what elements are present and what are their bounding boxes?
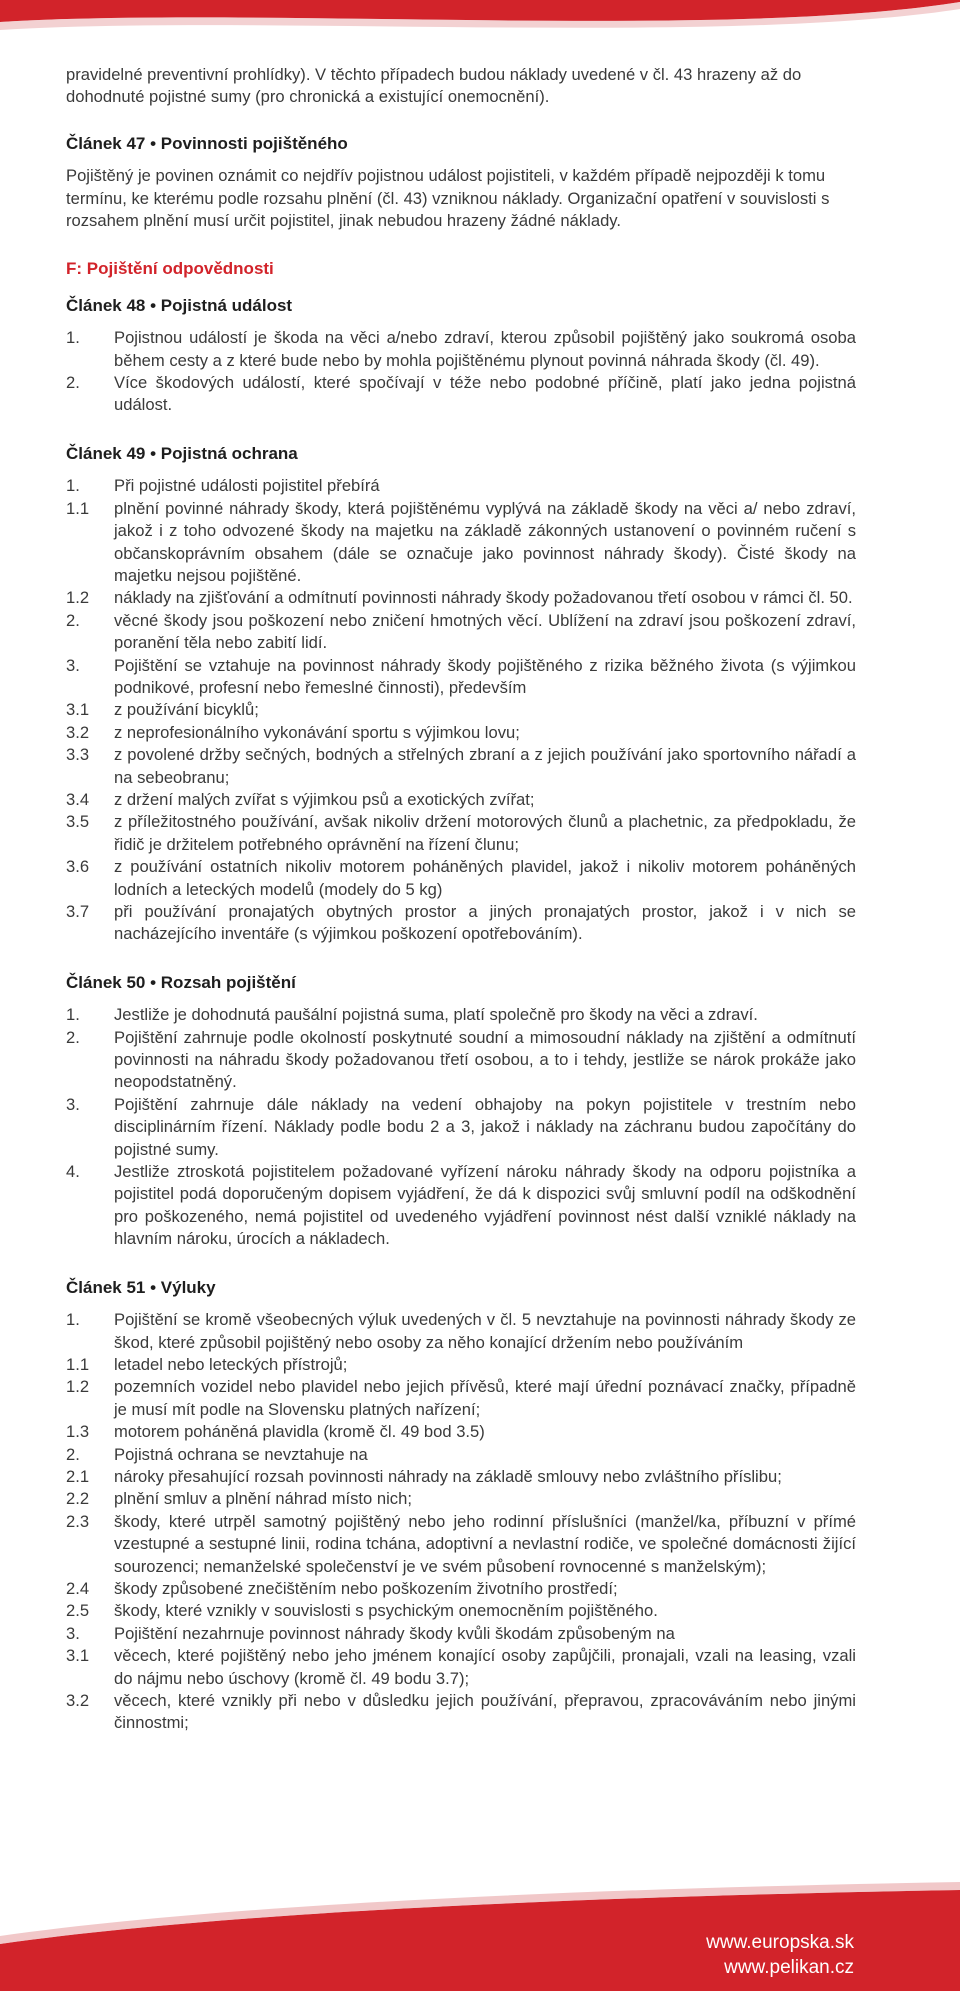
item-number: 3. — [66, 1623, 80, 1643]
item-text: věcné škody jsou poškození nebo zničení hmotných věcí. Ublížení na zdraví jsou poškození zdraví, poranění těla nebo zabití lidí. — [114, 610, 856, 653]
list-item — [66, 327, 856, 372]
list-item — [66, 1027, 856, 1094]
article-50-list — [66, 1004, 856, 1250]
item-text: Jestliže ztroskotá pojistitelem požadované vyřízení nároku náhrady škody na odporu pojistníka a pojistitel podá doporučeným dopisem vyjádření, že dá k dispozici svůj smluvní podíl na odškodnění pro poškozeného, nemá pojistitel od uvedeného vyjádření povinnost nést další vzniklé náklady na hlavním nároku, úrocích a nákladech. — [114, 1162, 856, 1249]
top-red-wave — [0, 0, 960, 60]
item-text: Pojistná ochrana se nevztahuje na — [114, 1444, 368, 1464]
item-text: Pojištění se vztahuje na povinnost náhrady škody pojištěného z rizika běžného života (s výjimkou podnikové, profesní nebo řemeslné činnosti), především — [114, 655, 856, 697]
list-item — [66, 1354, 856, 1376]
item-number: 1. — [66, 1310, 80, 1330]
item-number: 2. — [66, 610, 80, 630]
item-number: 2. — [66, 1027, 80, 1047]
item-number: 2.3 — [66, 1511, 90, 1531]
article-51-heading: Článek 51 • Výluky — [66, 1277, 216, 1297]
europska-website-link[interactable]: www.europska.sk — [706, 1932, 854, 1953]
item-text: motorem poháněná plavidla (kromě čl. 49 bod 3.5) — [114, 1422, 485, 1442]
item-number: 3.2 — [66, 722, 90, 742]
item-text: Pojištění nezahrnuje povinnost náhrady škody kvůli škodám způsobeným na — [114, 1623, 675, 1643]
item-text: z neprofesionálního vykonávání sportu s výjimkou lovu; — [114, 722, 520, 742]
item-text: škody, které vznikly v souvislosti s psychickým onemocněním pojištěného. — [114, 1601, 658, 1621]
item-number: 2.2 — [66, 1489, 90, 1509]
item-number: 3.3 — [66, 745, 90, 765]
item-number: 3.1 — [66, 700, 90, 720]
section-f-heading: F: Pojištění odpovědnosti — [66, 259, 274, 279]
item-number: 1.1 — [66, 498, 90, 518]
list-item — [66, 587, 856, 609]
list-item — [66, 1421, 856, 1443]
item-number: 3.4 — [66, 789, 90, 809]
article-48-heading: Článek 48 • Pojistná událost — [66, 295, 293, 315]
item-number: 1. — [66, 476, 80, 496]
item-text: plnění smluv a plnění náhrad místo nich; — [114, 1489, 412, 1509]
list-item — [66, 699, 856, 721]
item-text: Pojištění se kromě všeobecných výluk uvedených v čl. 5 nevztahuje na povinnosti náhrady škody ze škod, které způsobil pojištěný nebo osoby za něho konající držením nebo používáním — [114, 1310, 856, 1352]
footer-links — [706, 1930, 854, 1980]
item-text: věcech, které pojištěný nebo jeho jménem konající osoby zapůjčili, pronajali, vzali na leasing, vzali do nájmu nebo úschovy (kromě čl. 49 bodu 3.7); — [114, 1646, 856, 1688]
item-number: 2.4 — [66, 1578, 90, 1598]
item-number: 1.3 — [66, 1422, 90, 1442]
item-text: z držení malých zvířat s výjimkou psů a exotických zvířat; — [114, 789, 535, 809]
item-text: letadel nebo leteckých přístrojů; — [114, 1354, 348, 1374]
article-47-text: Pojištěný je povinen oznámit co nejdřív pojistnou událost pojistiteli, v každém případě nejpozději k tomu termínu, ke kterému podle rozsahu plnění (čl. 43) vzniknou náklady. Organizační opatření v souvislosti s rozsahem plnění musí určit pojistitel, jinak nebudou hrazeny žádné náklady. — [66, 166, 830, 231]
pelikan-website-link[interactable]: www.pelikan.cz — [724, 1957, 854, 1978]
item-text: z příležitostného používání, avšak nikoliv držení motorových člunů a plachetnic, za předpokladu, že řidič je držitelem potřebného oprávnění na řízení člunu; — [114, 812, 856, 854]
item-number: 2. — [66, 373, 80, 393]
list-item — [66, 1511, 856, 1578]
list-item — [66, 901, 856, 946]
item-text: Při pojistné události pojistitel přebírá — [114, 476, 380, 496]
item-number: 2.5 — [66, 1601, 90, 1621]
item-text: Pojištění zahrnuje podle okolností poskytnuté soudní a mimosoudní náklady na zjištění a odmítnutí povinnosti na náhradu škody požadovanou třetí osobou, a to i tehdy, jestliže se nárok prokáže jako neopodstatněný. — [114, 1027, 856, 1092]
list-item — [66, 1004, 856, 1026]
item-number: 1. — [66, 1005, 80, 1025]
item-text: náklady na zjišťování a odmítnutí povinnosti náhrady škody požadovanou třetí osobou v rámci čl. 50. — [114, 588, 853, 608]
item-number: 1.2 — [66, 1377, 90, 1397]
article-51-list — [66, 1309, 856, 1735]
list-item — [66, 856, 856, 901]
list-item — [66, 789, 856, 811]
list-item — [66, 1376, 856, 1421]
list-item — [66, 1690, 856, 1735]
list-item — [66, 655, 856, 700]
list-item — [66, 475, 856, 497]
list-item — [66, 372, 856, 417]
article-49-list — [66, 475, 856, 946]
list-item — [66, 1578, 856, 1600]
item-text: Pojištění zahrnuje dále náklady na vedení obhajoby na pokyn pojistitele v trestním nebo disciplinárním řízení. Náklady podle bodu 2 a 3, jakož i náklady na záchranu budou započítány do pojistné sumy. — [114, 1094, 856, 1159]
item-text: z používání ostatních nikoliv motorem poháněných plavidel, jakož i nikoliv motorem poháněných lodních a leteckých modelů (modely do 5 kg) — [114, 857, 856, 899]
list-item — [66, 1094, 856, 1161]
list-item — [66, 722, 856, 744]
item-number: 3. — [66, 655, 80, 675]
item-text: škody způsobené znečištěním nebo poškozením životního prostředí; — [114, 1578, 618, 1598]
list-item — [66, 1466, 856, 1488]
item-text: při používání pronajatých obytných prostor a jiných pronajatých prostor, jakož i v nich se nacházejícího inventáře (s výjimkou poškození opotřebováním). — [114, 902, 856, 944]
item-text: Pojistnou událostí je škoda na věci a/nebo zdraví, kterou způsobil pojištěný jako soukromá osoba během cesty a z které bude nebo by mohla pojištěnému plynout povinná náhrada škody (čl. 49). — [114, 328, 856, 370]
item-number: 1.2 — [66, 588, 90, 608]
item-number: 3.1 — [66, 1646, 90, 1666]
item-number: 3.7 — [66, 902, 90, 921]
list-item — [66, 610, 856, 655]
list-item — [66, 1645, 856, 1690]
item-text: z používání bicyklů; — [114, 700, 259, 720]
list-item — [66, 1488, 856, 1510]
list-item — [66, 1444, 856, 1466]
item-text: plnění povinné náhrady škody, která pojištěnému vyplývá na základě škody na věci a/ nebo zdraví, jakož i z toho odvozené škody na majetku na základě zákonných ustanovení o povinném ručení s občanskoprávním obsahem (dále se označuje jako povinnost náhrady škody). Čisté škody na majetku nejsou pojištěné. — [114, 498, 856, 585]
list-item — [66, 1309, 856, 1354]
list-item — [66, 1600, 856, 1622]
list-item — [66, 811, 856, 856]
document-body — [66, 64, 856, 1735]
item-number: 2. — [66, 1444, 80, 1464]
item-number: 1. — [66, 328, 80, 348]
item-text: z povolené držby sečných, bodných a střelných zbraní a z jejich používání jako sportovního nářadí a na sebeobranu; — [114, 745, 856, 787]
list-item — [66, 1161, 856, 1251]
item-text: pozemních vozidel nebo plavidel nebo jejich přívěsů, které mají úřední poznávací značky, případně je musí mít podle na Slovensku platných nařízení; — [114, 1377, 856, 1419]
article-47-heading: Článek 47 • Povinnosti pojištěného — [66, 133, 348, 153]
item-text: věcech, které vznikly při nebo v důsledku jejich používání, přepravou, zpracováváním nebo jinými činnostmi; — [114, 1691, 856, 1733]
item-number: 4. — [66, 1162, 80, 1182]
item-number: 3. — [66, 1094, 80, 1114]
item-text: Více škodových událostí, které spočívají v téže nebo podobné příčině, platí jako jedna pojistná událost. — [114, 373, 856, 415]
intro-paragraph: pravidelné preventivní prohlídky). V těchto případech budou náklady uvedené v čl. 43 hrazeny až do dohodnuté pojistné sumy (pro chronická a existující onemocnění). — [66, 65, 802, 107]
list-item — [66, 498, 856, 588]
item-text: nároky přesahující rozsah povinnosti náhrady na základě smlouvy nebo zvláštního příslibu; — [114, 1466, 782, 1486]
article-48-list — [66, 327, 856, 417]
article-50-heading: Článek 50 • Rozsah pojištění — [66, 972, 296, 992]
item-number: 1.1 — [66, 1354, 90, 1374]
item-text: Jestliže je dohodnutá paušální pojistná suma, platí společně pro škody na věci a zdraví. — [114, 1005, 758, 1025]
item-number: 3.5 — [66, 812, 90, 832]
article-49-heading: Článek 49 • Pojistná ochrana — [66, 443, 298, 463]
item-number: 3.2 — [66, 1691, 90, 1710]
item-number: 3.6 — [66, 857, 90, 877]
list-item — [66, 1623, 856, 1645]
item-number: 2.1 — [66, 1466, 90, 1486]
list-item — [66, 744, 856, 789]
item-text: škody, které utrpěl samotný pojištěný nebo jeho rodinní příslušníci (manžel/ka, příbuzní v přímé vzestupné a sestupné linii, rodina tchána, adoptivní a nevlastní rodiče, ve společné domácnosti žijící sourozenci; nemanželské společenství je ve svém působení rovnocenné s manželským); — [114, 1511, 856, 1576]
